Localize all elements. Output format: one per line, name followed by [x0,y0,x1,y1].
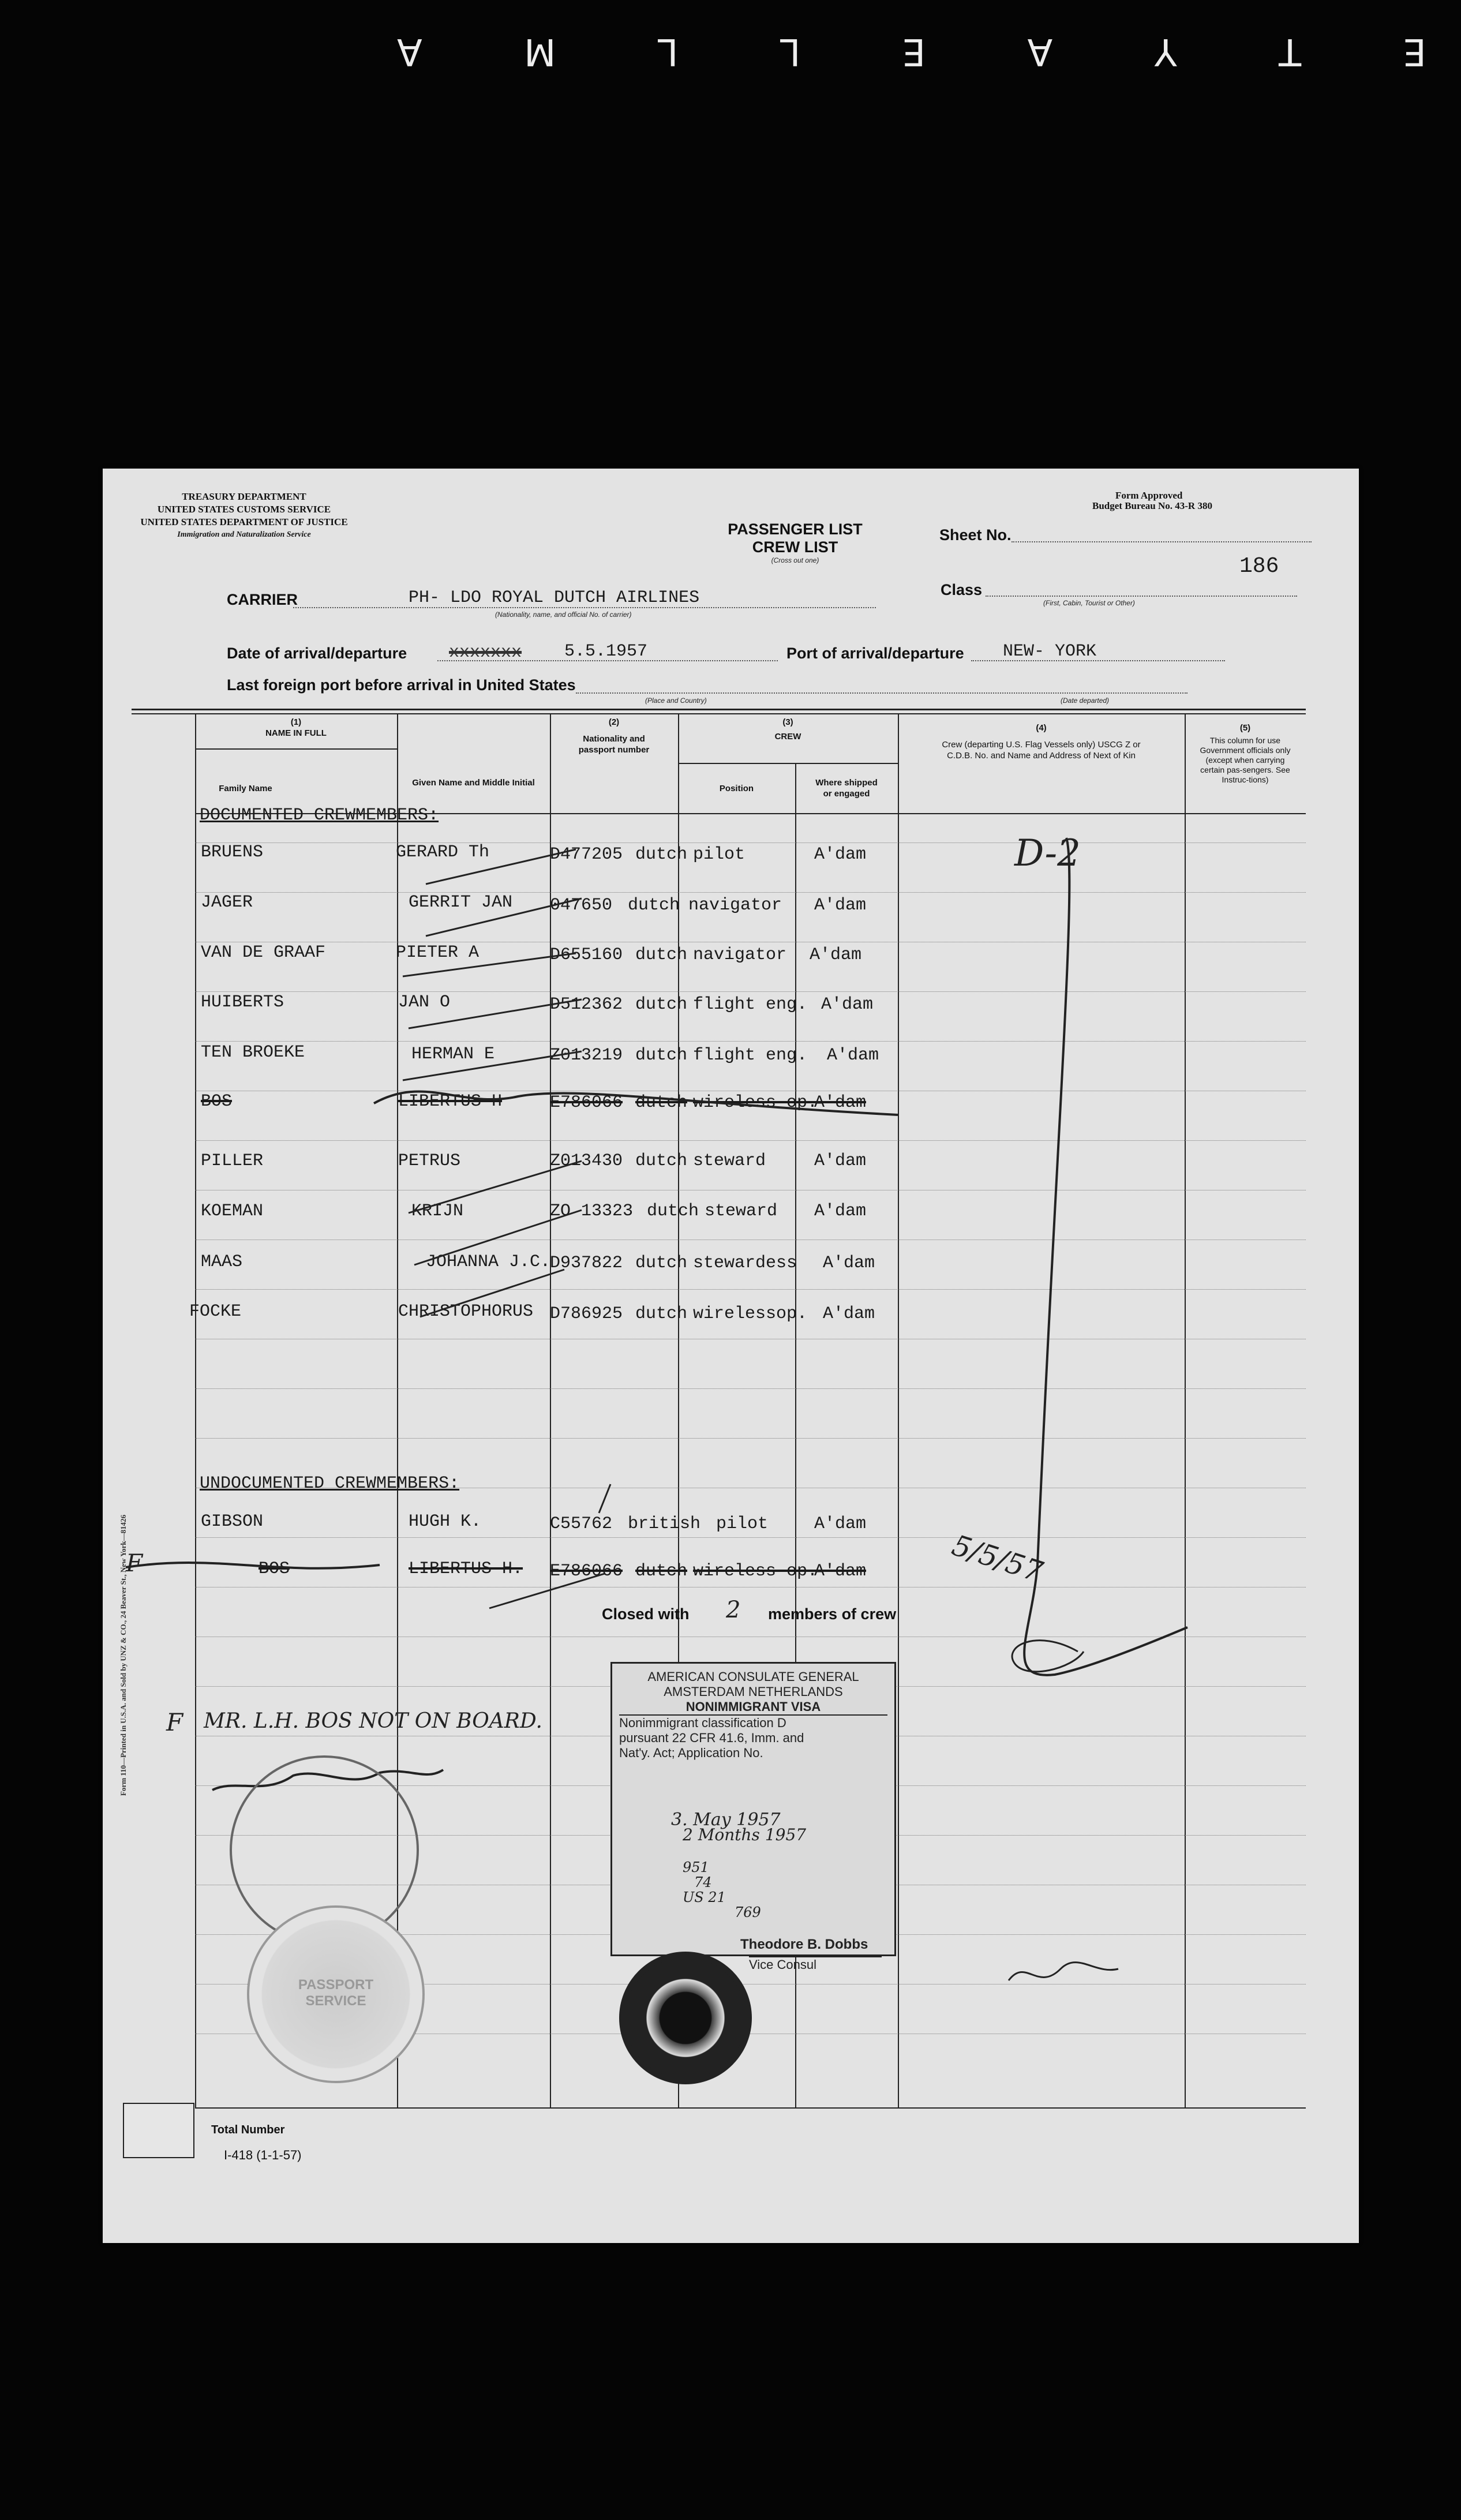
visa-fee: 769 [735,1904,761,1920]
given-name: HERMAN E [411,1044,495,1064]
consulate-seal-icon [619,1952,752,2084]
position: pilot [693,845,746,864]
col5-number: (5) [1239,723,1251,733]
position: wireless op. [693,1093,818,1113]
not-on-board-note: MR. L.H. BOS NOT ON BOARD. [204,1709,542,1733]
nationality: dutch [635,1151,688,1171]
nationality: dutch [635,945,688,965]
visa-issued-date: 3. May 1957 [671,1810,781,1830]
passport-number: Z013219 [550,1046,623,1065]
visa-line: Nat'y. Act; Application No. [619,1746,763,1760]
last-port-label: Last foreign port before arrival in United States [227,676,576,694]
shipped: A'dam [821,995,874,1014]
printer-imprint: Form 110—Printed in U.S.A. and Sold by UNZ & CO., 24 Beaver St., New York—81426 [119,1514,128,1796]
sheet-number: 186 [1239,554,1279,579]
port-value: NEW- YORK [1003,642,1097,661]
agency-line: Immigration and Naturalization Service [177,530,311,539]
handwritten-f-mark: F [126,1549,143,1577]
tick-stroke [409,1161,582,1213]
position: stewardess [693,1253,797,1273]
tick-stroke [409,999,582,1028]
visa-fee: US 21 [683,1889,726,1905]
crew-list-title: CREW LIST [752,538,838,556]
passport-number: Z013430 [550,1151,623,1171]
agency-line: UNITED STATES CUSTOMS SERVICE [157,504,331,515]
nationality: dutch [635,1093,688,1113]
position: pilot [716,1514,769,1534]
family-name: HUIBERTS [201,993,284,1012]
consul-title: Vice Consul [749,1956,882,1972]
family-name: KOEMAN [201,1201,264,1221]
strike-scribble [374,1091,898,1115]
nationality: dutch [635,845,688,864]
date-of-arrival-label: Date of arrival/departure [227,645,407,662]
passport-number: E786066 [550,1093,623,1113]
nationality: dutch [635,995,688,1014]
col3-title: CREW [774,732,801,742]
form-number: I-418 (1-1-57) [224,2148,302,2162]
cross-out-note: (Cross out one) [771,556,819,564]
family-name: TEN BROEKE [201,1043,305,1062]
shipped: A'dam [814,896,867,915]
passport-number: D937822 [550,1253,623,1273]
carrier-note: (Nationality, name, and official No. of carrier) [495,611,632,619]
position: navigator [688,896,782,915]
given-name: GERARD Th [396,843,490,862]
family-name: VAN DE GRAAF [201,943,326,963]
shipped: A'dam [814,1562,867,1581]
tick-stroke [403,953,576,976]
shipped: A'dam [814,1201,867,1221]
carrier-label: CARRIER [227,591,298,608]
position: flight eng. [693,995,808,1014]
agency-line: UNITED STATES DEPARTMENT OF JUSTICE [140,516,348,527]
visa-fee: 951 [683,1859,709,1875]
nationality: dutch [635,1046,688,1065]
given-name: LIBERTUS H [398,1092,503,1111]
departure-strikeout: xxxxxxx [449,643,522,662]
nationality: dutch [635,1253,688,1273]
shipped: A'dam [814,1151,867,1171]
family-name-header: Family Name [219,784,272,793]
shipped: A'dam [823,1253,875,1273]
handwritten-initials-date: 5/5/57 [947,1528,1047,1589]
col2-title: Nationality and passport number [578,734,650,755]
col3-number: (3) [782,717,793,727]
total-number-label: Total Number [211,2124,285,2136]
shipped: A'dam [814,1514,867,1534]
closed-with-label: Closed with [602,1605,690,1623]
nationality: dutch [628,896,680,915]
position: steward [705,1201,778,1221]
members-of-crew-label: members of crew [768,1605,897,1623]
visa-fee: 74 [694,1874,712,1890]
shipped: A'dam [814,1093,867,1113]
family-name: FOCKE [189,1302,242,1321]
shipped: A'dam [810,945,862,965]
handwritten-f-mark: F [166,1708,183,1736]
position: wireless op. [693,1562,818,1581]
given-name: GERRIT JAN [409,893,513,912]
shipped-header: Where shipped or engaged [815,778,878,799]
tick-stroke [489,1574,605,1608]
form-approved-label: Form Approved [1115,490,1183,501]
given-name: CHRISTOPHORUS [398,1302,534,1321]
given-name: KRIJN [411,1201,464,1221]
visa-line: AMSTERDAM NETHERLANDS [664,1684,843,1699]
sheet-label: Sheet No. [939,526,1012,544]
family-name: PILLER [201,1151,264,1171]
visa-line: Nonimmigrant classification D [619,1716,786,1730]
nationality: british [628,1514,701,1534]
col4-number: (4) [1036,723,1047,733]
carrier-value: PH- LDO ROYAL DUTCH AIRLINES [409,588,700,608]
passport-number: E786066 [550,1562,623,1581]
loop-stroke [1012,1641,1084,1672]
klm-passport-seal-icon [247,1905,425,2083]
date-value: 5.5.1957 [564,642,648,661]
film-edge-marks: E T Y A E L L M A [352,30,1426,73]
handwritten-d2: D-2 [1014,832,1081,875]
position: steward [693,1151,766,1171]
shipped: A'dam [827,1046,879,1065]
port-label: Port of arrival/departure [786,645,964,662]
shipped: A'dam [814,845,867,864]
agency-line: TREASURY DEPARTMENT [182,491,306,502]
class-note: (First, Cabin, Tourist or Other) [1043,599,1135,607]
family-name: BRUENS [201,843,264,862]
given-name: HUGH K. [409,1512,482,1532]
given-name: LIBERTUS H. [409,1559,523,1579]
visa-stamp [610,1662,896,1956]
nationality: dutch [647,1201,699,1221]
bracket-stroke [1024,838,1187,1675]
total-number-box [123,2103,194,2158]
nationality: dutch [635,1562,688,1581]
strike-scribble [126,1563,380,1568]
visa-line: pursuant 22 CFR 41.6, Imm. and [619,1731,804,1745]
passport-number: D512362 [550,995,623,1014]
visa-line: AMERICAN CONSULATE GENERAL [647,1669,859,1684]
col4-title: Crew (departing U.S. Flag Vessels only) USCG Z or C.D.B. No. and Name and Address of Next of Kin [942,740,1141,761]
documented-section-label: DOCUMENTED CREWMEMBERS: [200,806,439,825]
passport-number: C55762 [550,1514,613,1534]
family-name: MAAS [201,1252,243,1272]
tick-stroke [414,1210,582,1265]
position: wirelessop. [693,1304,808,1324]
family-name: JAGER [201,893,253,912]
passport-number: D786925 [550,1304,623,1324]
given-name-header: Given Name and Middle Initial [412,778,535,788]
place-note: (Place and Country) [645,697,707,705]
passport-number: ZO 13323 [550,1201,634,1221]
tick-stroke [426,898,582,936]
family-name: BOS [259,1559,290,1579]
tick-stroke [420,1270,564,1317]
tick-stroke [403,1051,582,1080]
passport-number: 047650 [550,896,613,915]
col1-number: (1) [290,717,302,727]
visa-valid-through: 2 Months 1957 [683,1825,807,1844]
col2-number: (2) [608,717,620,727]
family-name: GIBSON [201,1512,264,1532]
seal-text: PASSPORT SERVICE [298,1977,374,2009]
consul-name: Theodore B. Dobbs [740,1937,868,1952]
crew-list-document [103,469,1359,2243]
position-header: Position [719,784,754,793]
position: flight eng. [693,1046,808,1065]
given-name: PETRUS [398,1151,461,1171]
class-label: Class [941,581,983,598]
position: navigator [693,945,787,965]
closed-with-value: 2 [726,1597,741,1623]
consul-signature [1009,1963,1118,1980]
family-name: BOS [201,1092,233,1111]
date-departed-note: (Date departed) [1061,697,1110,705]
budget-bureau-number: Budget Bureau No. 43-R 380 [1092,500,1212,511]
tick-stroke [599,1484,610,1513]
col5-title: This column for use Government officials only (except when carrying certain pas-sengers. See Instruc-tions) [1200,736,1291,784]
given-name: PIETER A [396,943,479,963]
passport-number: D477205 [550,845,623,864]
given-name: JOHANNA J.C. [426,1252,551,1272]
passport-number: D655160 [550,945,623,965]
passenger-list-title: PASSENGER LIST [728,521,863,538]
nationality: dutch [635,1304,688,1324]
undocumented-section-label: UNDOCUMENTED CREWMEMBERS: [200,1474,460,1493]
given-name: JAN O [398,993,451,1012]
visa-line: NONIMMIGRANT VISA [619,1699,887,1716]
shipped: A'dam [823,1304,875,1324]
col1-title: NAME IN FULL [265,728,327,738]
tick-stroke [426,849,576,884]
